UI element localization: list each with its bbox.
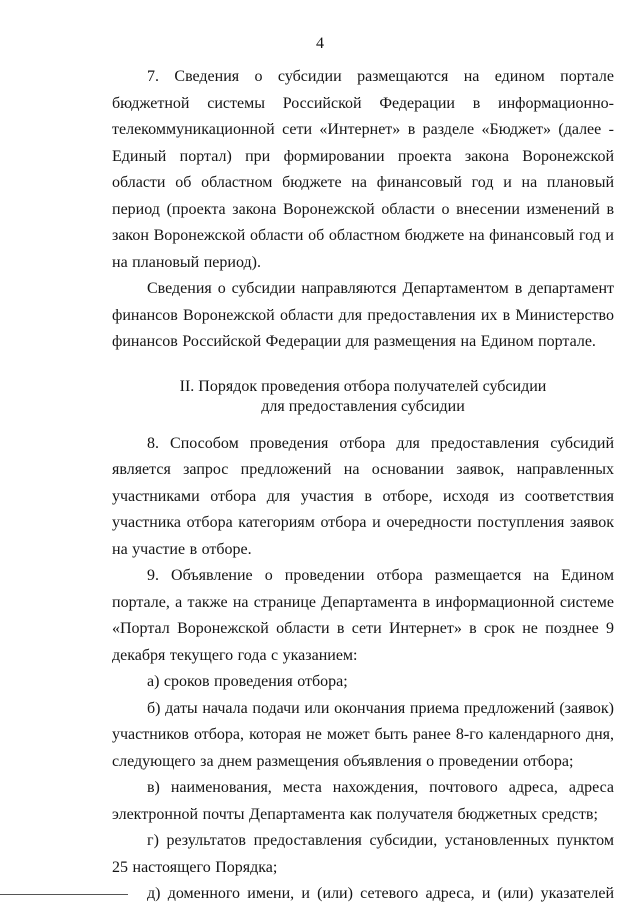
list-item-b: б) даты начала подачи или окончания приема предложений (заявок) участников отбора, которая не может быть ранее 8-го календарного дня, следующего за днем размещения объявления о проведении отбора; xyxy=(112,699,614,770)
paragraph-subsidy-info: Сведения о субсидии направляются Департаментом в департамент финансов Воронежской области для предоставления их в Министерство финансов Российской Федерации для размещения на Едином портале. xyxy=(112,280,614,350)
paragraph-9: 9. Объявление о проведении отбора размещается на Едином портале, а также на странице Департамента в информационной системе «Портал Воронежской области в сети Интернет» в срок не позднее 9 декабря текущего года с указанием: xyxy=(112,567,614,664)
list-item-d: д) доменного имени, и (или) сетевого адреса, и (или) указателей xyxy=(147,885,614,902)
paragraph-8: 8. Способом проведения отбора для предоставления субсидий является запрос предложений на основании заявок, направленных участниками отбора для участия в отборе, исходя из соответствия участника отбора категориям отбора и очередности поступления заявок на участие в отборе. xyxy=(112,434,614,558)
document-body xyxy=(112,64,614,907)
section-heading xyxy=(112,377,614,417)
list-item-g: г) результатов предоставления субсидии, установленных пунктом 25 настоящего Порядка; xyxy=(112,832,614,876)
list-item-v: в) наименования, места нахождения, почтового адреса, адреса электронной почты Департамента как получателя бюджетных средств; xyxy=(112,779,614,823)
list-item-a: а) сроков проведения отбора; xyxy=(147,673,348,690)
footnote-divider xyxy=(0,894,128,895)
section-heading-line-2: для предоставления субсидии xyxy=(261,397,465,415)
section-heading-line-1: II. Порядок проведения отбора получателей субсидии xyxy=(179,377,547,395)
paragraph-7: 7. Сведения о субсидии размещаются на едином портале бюджетной системы Российской Федерации в информационно-телекоммуникационной сети «Интернет» в разделе «Бюджет» (далее - Единый портал) при формировании проекта закона Воронежской области об областном бюджете на финансовый год и на плановый период (проекта закона Воронежской области о внесении изменений в закон Воронежской области об областном бюджете на финансовый год и на плановый период). xyxy=(112,68,614,271)
page-number: 4 xyxy=(316,35,324,52)
